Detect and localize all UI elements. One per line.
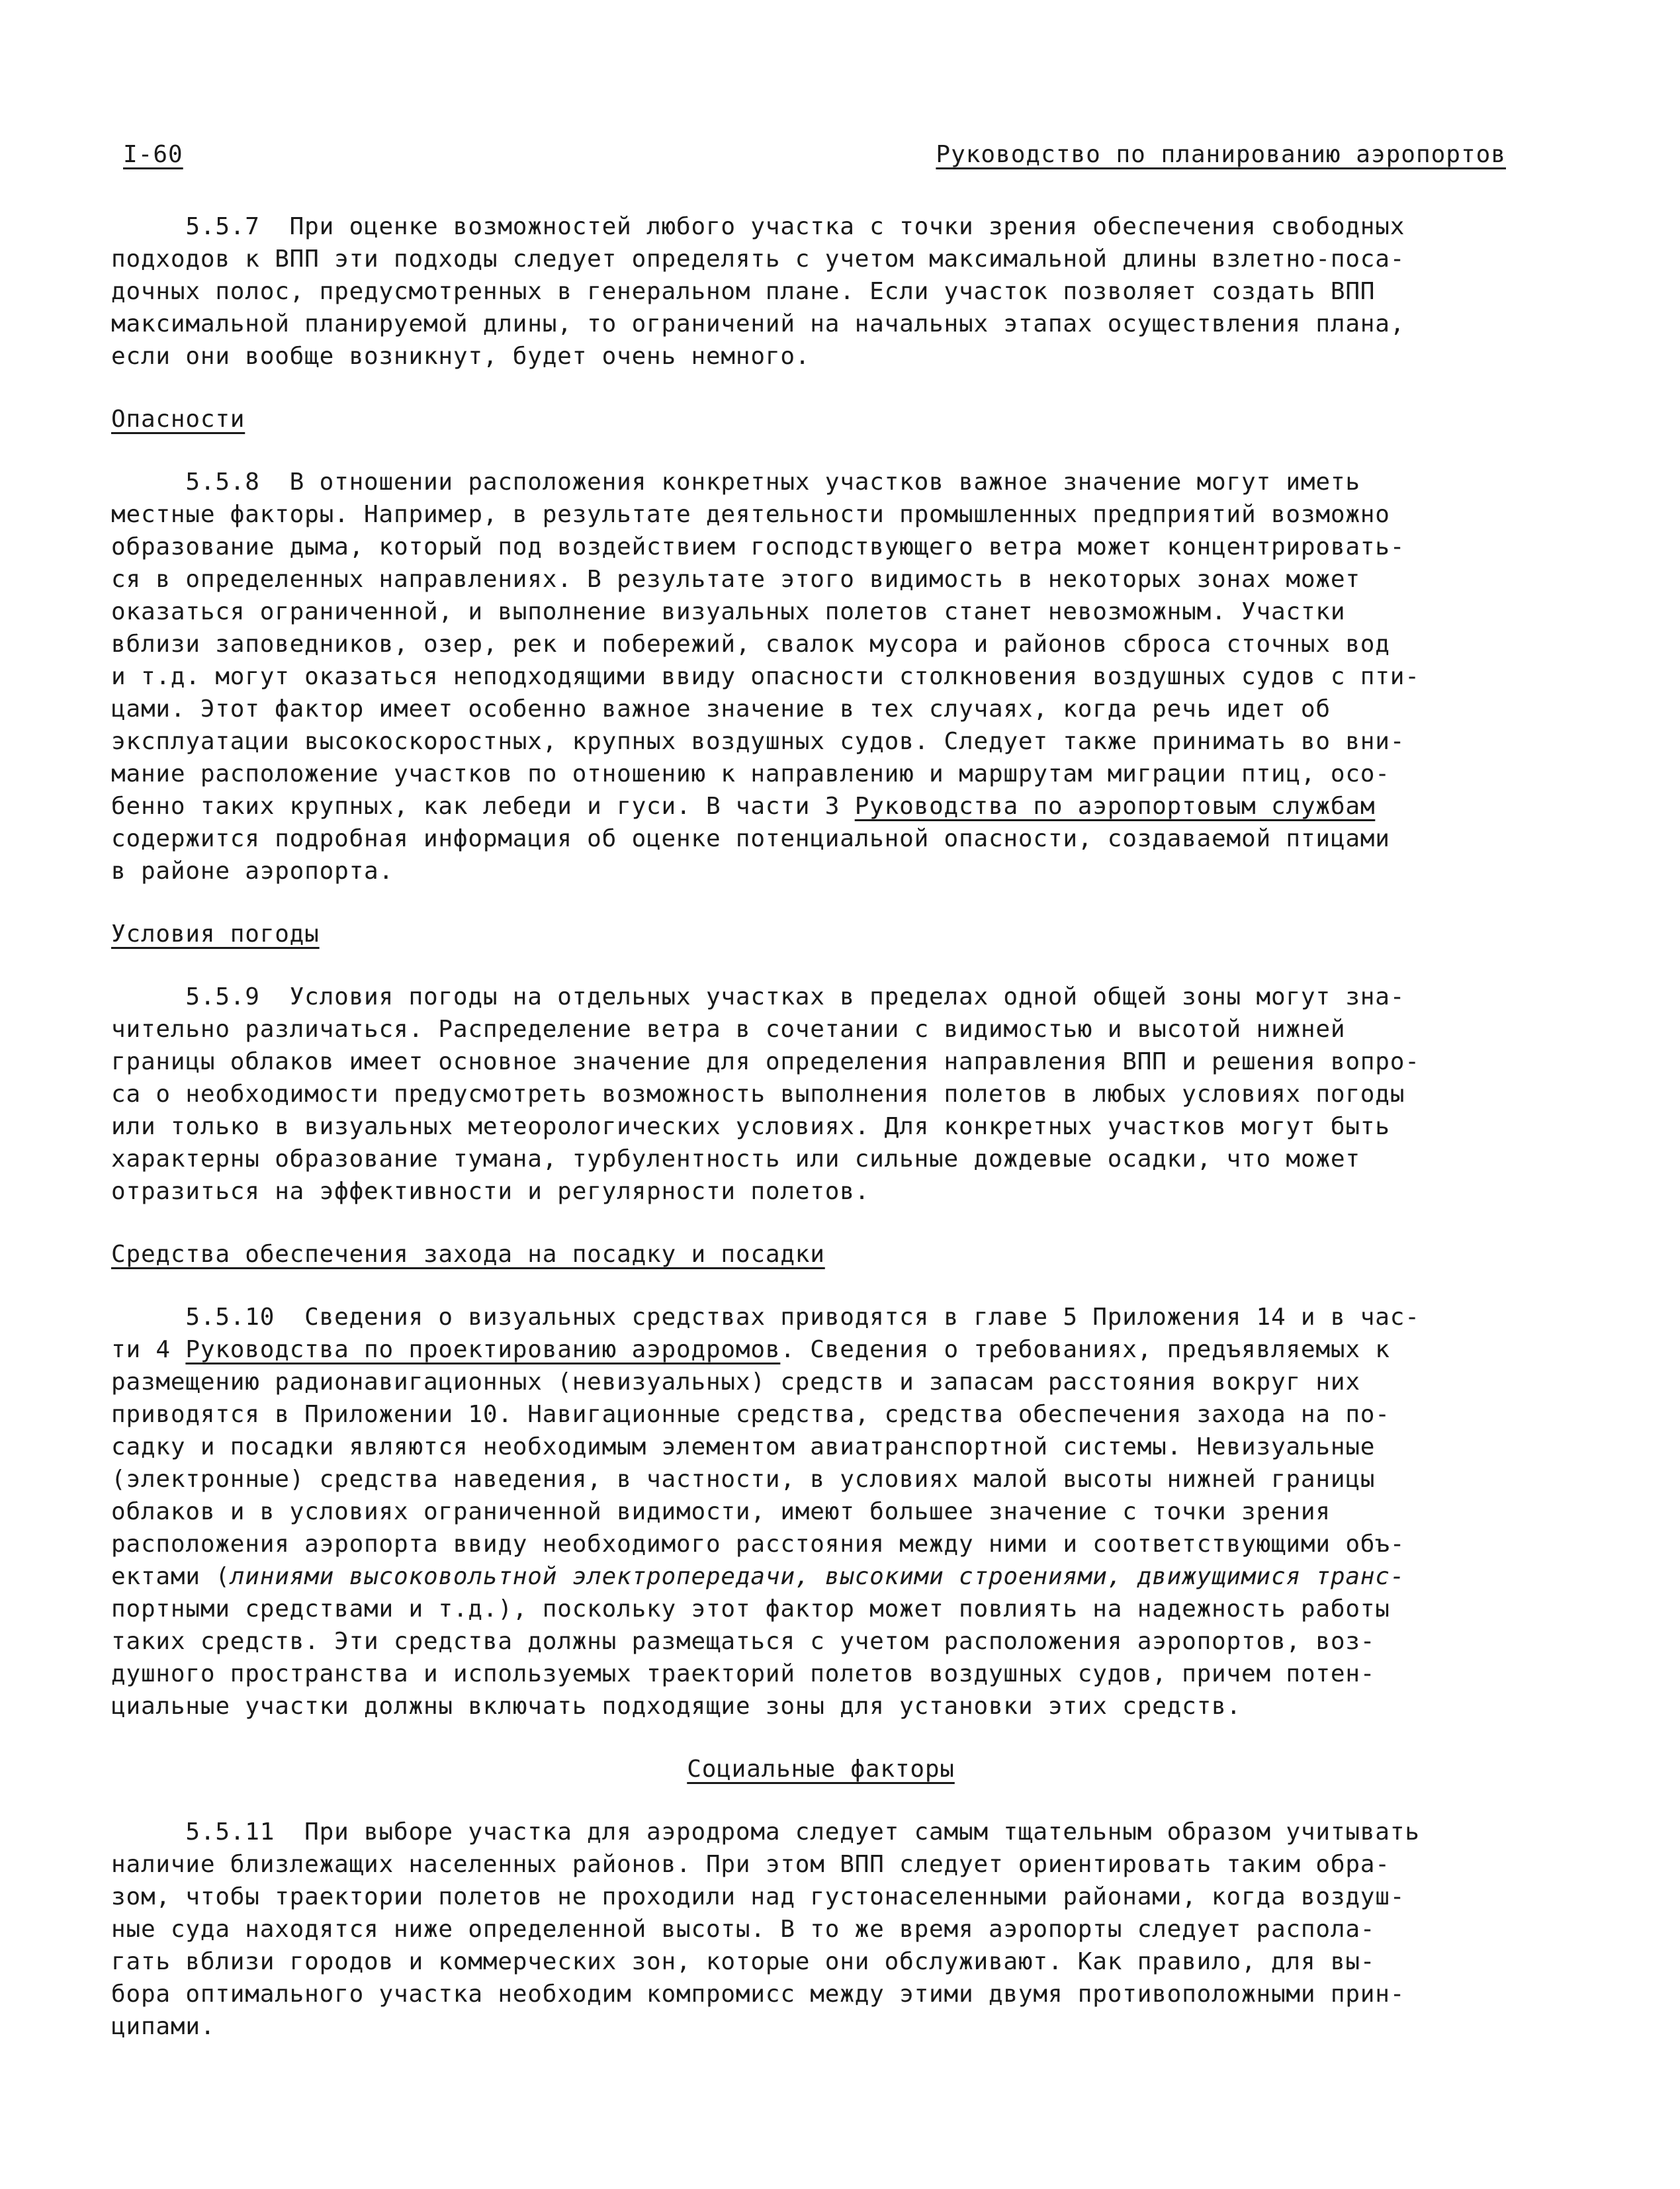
text-line: 5.5.11 При выборе участка для аэродрома следует самым тщательным образом учитывать [111,1818,1420,1846]
text-line [111,1560,1530,1593]
document-reference-link: Руководства по проектированию аэродромов [185,1336,781,1363]
text-fragment: ти 4 [111,1336,186,1363]
text-line: отразиться на эффективности и регулярности полетов. [111,1178,870,1205]
body-text [111,210,1530,2043]
text-line: са о необходимости предусмотреть возможность выполнения полетов в любых условиях погоды [111,1081,1405,1108]
text-line: таких средств. Эти средства должны размещаться с учетом расположения аэропортов, воз- [111,1628,1376,1655]
text-line [111,790,1530,823]
paragraph-5-5-9 [111,981,1530,1208]
text-line: приводятся в Приложении 10. Навигационные средства, средства обеспечения захода на по- [111,1401,1390,1428]
text-fragment: . Сведения о требованиях, предъявляемых к [780,1336,1390,1363]
text-line: 5.5.9 Условия погоды на отдельных участках в пределах одной общей зоны могут зна- [111,983,1405,1010]
text-line: эксплуатации высокоскоростных, крупных воздушных судов. Следует также принимать во вни- [111,728,1405,755]
italic-text: линиями высоковольтной электропередачи, высокими строениями, движущимися транс- [230,1563,1405,1590]
heading-text: Условия погоды [111,920,320,948]
text-line: ципами. [111,2013,216,2040]
text-line: границы облаков имеет основное значение для определения направления ВПП и решения вопро- [111,1048,1420,1075]
running-title: Руководство по планированию аэропортов [936,141,1506,168]
text-line: портными средствами и т.д.), поскольку этот фактор может повлиять на надежность работы [111,1595,1390,1623]
text-line: характерны образование тумана, турбулентность или сильные дождевые осадки, что может [111,1145,1360,1173]
text-line [111,1333,1530,1366]
page-header [123,138,1506,177]
text-line: душного пространства и используемых траекторий полетов воздушных судов, причем потен- [111,1660,1376,1687]
text-line: вблизи заповедников, озер, рек и побережий, свалок мусора и районов сброса сточных вод [111,631,1390,658]
heading-text: Опасности [111,406,245,433]
paragraph-5-5-10 [111,1301,1530,1722]
heading-text: Средства обеспечения захода на посадку и посадки [111,1241,825,1268]
text-line: гать вблизи городов и коммерческих зон, которые они обслуживают. Как правило, для вы- [111,1948,1376,1975]
text-line: содержится подробная информация об оценке потенциальной опасности, создаваемой птицами [111,825,1390,852]
section-heading-hazards [111,403,1530,435]
text-line: циальные участки должны включать подходящие зоны для установки этих средств. [111,1693,1242,1720]
text-line: дочных полос, предусмотренных в генеральном плане. Если участок позволяет создать ВПП [111,278,1376,305]
text-line: 5.5.10 Сведения о визуальных средствах приводятся в главе 5 Приложения 14 и в час- [111,1304,1420,1331]
section-heading-approach-aids [111,1238,1530,1271]
text-line: оказаться ограниченной, и выполнение визуальных полетов станет невозможным. Участки [111,598,1346,625]
text-line: расположения аэропорта ввиду необходимого расстояния между ними и соответствующими объ- [111,1531,1405,1558]
text-line: облаков и в условиях ограниченной видимости, имеют большее значение с точки зрения [111,1498,1331,1525]
text-line: наличие близлежащих населенных районов. При этом ВПП следует ориентировать таким обра- [111,1851,1390,1878]
paragraph-5-5-11 [111,1816,1530,2043]
text-line: 5.5.7 При оценке возможностей любого участка с точки зрения обеспечения свободных [111,213,1405,240]
text-line: максимальной планируемой длины, то ограничений на начальных этапах осуществления плана, [111,310,1405,337]
text-line: и т.д. могут оказаться неподходящими ввиду опасности столкновения воздушных судов с пти- [111,663,1420,690]
text-line: подходов к ВПП эти подходы следует определять с учетом максимальной длины взлетно-поса- [111,246,1405,273]
text-line: мание расположение участков по отношению к направлению и маршрутам миграции птиц, осо- [111,760,1390,787]
text-line: образование дыма, который под воздействием господствующего ветра может концентрировать- [111,533,1405,560]
text-line: если они вообще возникнут, будет очень немного. [111,343,811,370]
text-line: бора оптимального участка необходим компромисс между этими двумя противоположными прин- [111,1981,1405,2008]
document-reference-link: Руководства по аэропортовым службам [854,793,1376,820]
text-line: 5.5.8 В отношении расположения конкретных участков важное значение могут иметь [111,469,1360,496]
text-line: местные факторы. Например, в результате деятельности промышленных предприятий возможно [111,501,1390,528]
text-line: (электронные) средства наведения, в частности, в условиях малой высоты нижней границы [111,1466,1376,1493]
text-fragment: бенно таких крупных, как лебеди и гуси. В части 3 [111,793,855,820]
text-line: ся в определенных направлениях. В результате этого видимость в некоторых зонах может [111,566,1360,593]
section-heading-weather [111,918,1530,950]
text-line: цами. Этот фактор имеет особенно важное значение в тех случаях, когда речь идет об [111,695,1331,723]
section-heading-social-factors [111,1753,1530,1785]
text-fragment: ектами ( [111,1563,230,1590]
text-line: зом, чтобы траектории полетов не проходили над густонаселенными районами, когда воздуш- [111,1883,1405,1910]
paragraph-5-5-8 [111,466,1530,887]
text-line: садку и посадки являются необходимым элементом авиатранспортной системы. Невизуальные [111,1433,1376,1460]
text-line: размещению радионавигационных (невизуальных) средств и запасам расстояния вокруг них [111,1368,1360,1396]
text-line: чительно различаться. Распределение ветра в сочетании с видимостью и высотой нижней [111,1016,1346,1043]
text-line: в районе аэропорта. [111,858,394,885]
text-line: ные суда находятся ниже определенной высоты. В то же время аэропорты следует распола- [111,1916,1376,1943]
page-number: I-60 [123,141,183,168]
paragraph-5-5-7 [111,210,1530,373]
text-line: или только в визуальных метеорологических условиях. Для конкретных участков могут быть [111,1113,1390,1140]
heading-text: Социальные факторы [687,1756,955,1783]
